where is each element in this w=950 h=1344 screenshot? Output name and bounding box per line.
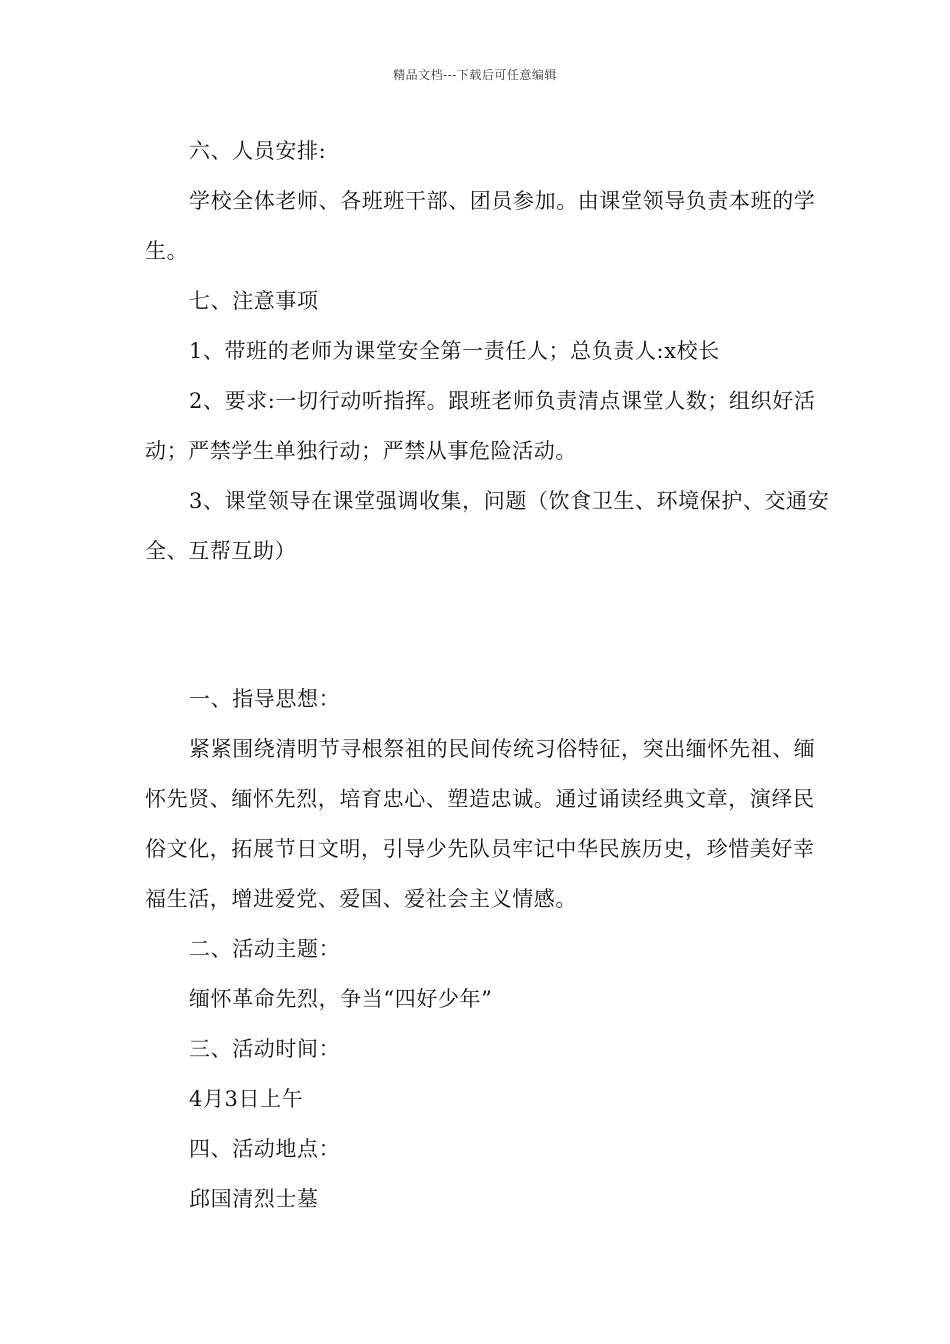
- heading-theme: 二、活动主题：: [189, 937, 341, 961]
- paragraph-personnel: 学校全体老师、各班班干部、团员参加。由课堂领导负责本班的学生。: [145, 189, 816, 263]
- paragraph-location: 邱国清烈士墓: [189, 1187, 319, 1211]
- heading-location: 四、活动地点：: [189, 1137, 341, 1161]
- paragraph-time: 4月3日上午: [189, 1087, 304, 1111]
- paragraph-guiding-thought: 紧紧围绕清明节寻根祭祖的民间传统习俗特征，突出缅怀先祖、缅怀先贤、缅怀先烈，培育忠心、塑造忠诚。通过诵读经典文章，演绎民俗文化，拓展节日文明，引导少先队员牢记中华民族历史，珍惜美好幸福生活，增进爱党、爱国、爱社会主义情感。: [145, 737, 816, 911]
- heading-guiding-thought: 一、指导思想：: [189, 687, 341, 711]
- page-header: 精品文档---下载后可任意编辑: [393, 68, 557, 82]
- heading-personnel: 六、人员安排:: [189, 139, 327, 163]
- heading-notes: 七、注意事项: [189, 289, 319, 313]
- note-item-3: 3、课堂领导在课堂强调收集，问题（饮食卫生、环境保护、交通安全、互帮互助）: [145, 489, 830, 563]
- heading-time: 三、活动时间：: [189, 1037, 341, 1061]
- note-item-1: 1、带班的老师为课堂安全第一责任人；总负责人:x校长: [189, 339, 720, 363]
- note-item-2: 2、要求:一切行动听指挥。跟班老师负责清点课堂人数；组织好活动；严禁学生单独行动；严禁从事危险活动。: [145, 389, 816, 463]
- paragraph-theme: 缅怀革命先烈，争当“四好少年”: [189, 987, 493, 1011]
